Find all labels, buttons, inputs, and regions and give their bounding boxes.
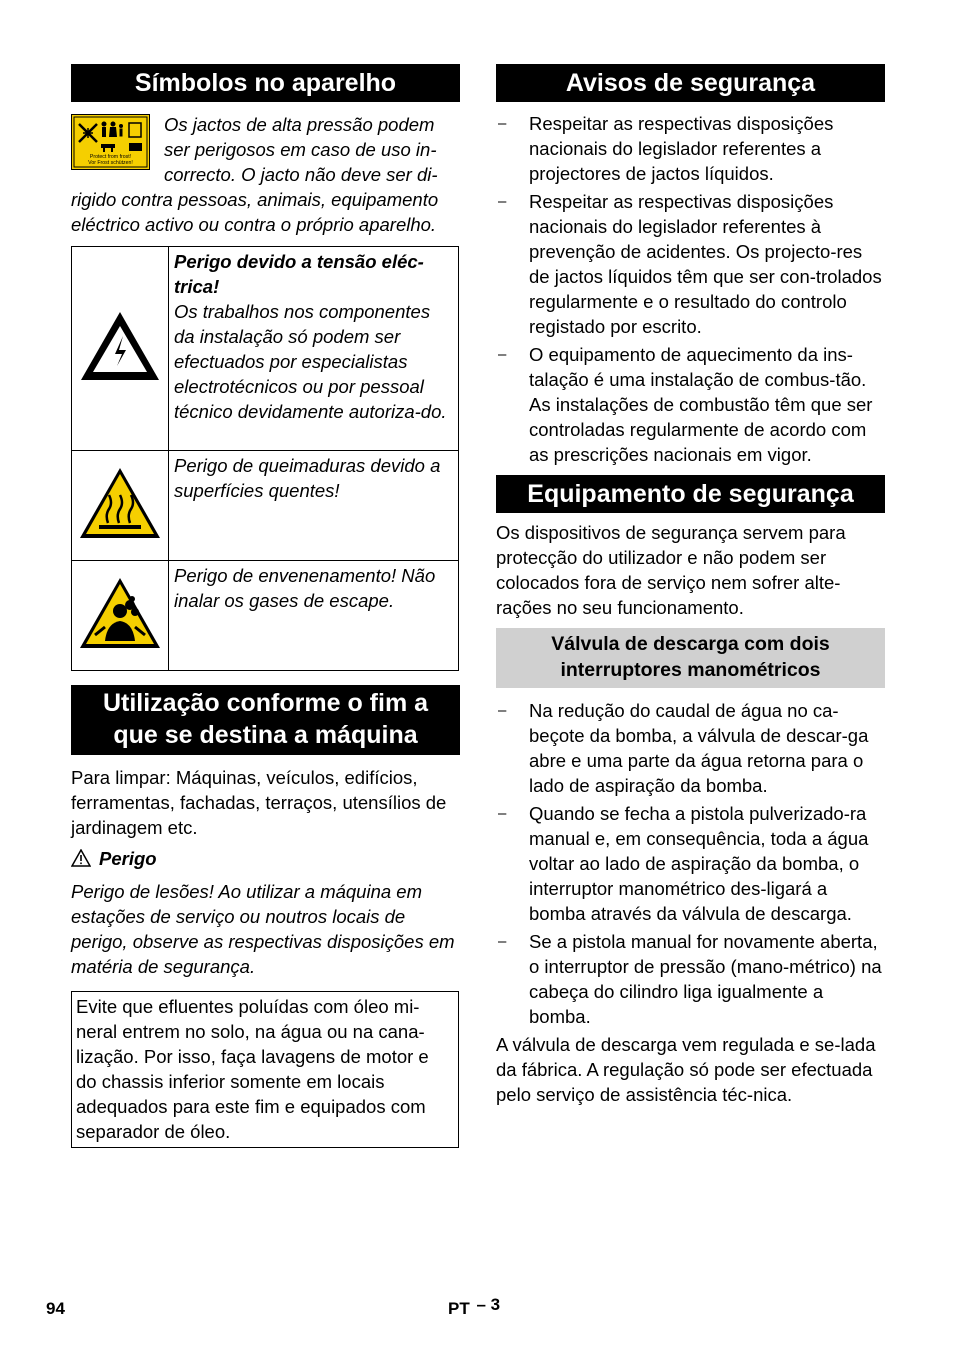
frost-warning-sticker-icon <box>71 114 150 170</box>
right-column <box>496 64 885 1107</box>
warning-row-hot <box>72 451 459 561</box>
sticker-text-2: Vor Frost schützen! <box>88 160 133 166</box>
language-page-label <box>448 1295 501 1319</box>
intended-use-text: Para limpar: Máquinas, veículos, edifícios, ferramentas, fachadas, terraços, utensílios de jardinagem etc. <box>71 767 447 838</box>
page-number: 94 <box>46 1299 65 1318</box>
list-item: – Na redução do caudal de água no ca-beçote da bomba, a válvula de descar-ga abre e uma parte da água retorna para o lado de aspiração da bomba. <box>496 698 885 798</box>
page-subnumber: – 3 <box>476 1295 501 1314</box>
danger-label-text: Perigo <box>99 848 157 869</box>
language-code: PT <box>448 1299 470 1318</box>
list-item: – Respeitar as respectivas disposições nacionais do legislador referentes à prevenção de acidentes. Os projecto-res de jactos líquidos têm que ser con-trolados regularmente e o resultado do controlo registado por escrito. <box>496 189 885 339</box>
warning-text-cell: Perigo de envenenamento! Não inalar os gases de escape. <box>169 561 459 671</box>
warning-row-poison <box>72 561 459 671</box>
safety-list <box>496 111 885 467</box>
warning-icon-cell <box>72 451 169 561</box>
warning-table <box>71 246 459 671</box>
toxic-gas-icon <box>77 575 163 651</box>
relief-valve-list <box>496 698 885 1029</box>
list-item: – Respeitar as respectivas disposições nacionais do legislador referentes a projectores de jactos líquidos. <box>496 111 885 186</box>
electric-warning-body: Os trabalhos nos componentes da instalação só podem ser efectuados por especialistas electrotécnicos ou por pessoal técnico devidamente autoriza-do. <box>174 301 447 422</box>
list-item: – Quando se fecha a pistola pulverizado-ra manual e, em consequência, toda a água voltar ao lado de aspiração da bomba, o interruptor manométrico des-ligará a bomba através da válvula de descarga. <box>496 801 885 926</box>
relief-valve-text: A válvula de descarga vem regulada e se-lada da fábrica. A regulação só pode ser efectuada pelo serviço de assistência téc-nica. <box>496 1034 876 1105</box>
warning-icon-cell <box>72 561 169 671</box>
warning-text-cell: Perigo de queimaduras devido a superfícies quentes! <box>169 451 459 561</box>
list-item: – O equipamento de aquecimento da ins-talação é uma instalação de combus-tão. As instalações de combustão têm que ser controladas regularmente de acordo com as prescrições nacionais em vigor. <box>496 342 885 467</box>
oil-separator-note: Evite que efluentes poluídas com óleo mi-neral entrem no solo, na água ou na cana-lização. Por isso, faça lavagens de motor e do chassis inferior somente em locais adequados para este fim e equipados com separador de óleo. <box>71 991 459 1148</box>
symbols-intro-text: Os jactos de alta pressão podem ser perigosos em caso de uso in-correcto. O jacto não deve ser di-rigido contra pessoas, animais, equipamento eléctrico activo ou contra o próprio aparelho. <box>71 114 439 235</box>
safety-equipment-heading: Equipamento de segurança <box>496 475 885 513</box>
electric-warning-title: Perigo devido a tensão eléc-trica! <box>174 251 424 297</box>
danger-label <box>71 846 460 871</box>
safety-equipment-text: Os dispositivos de segurança servem para protecção do utilizador e não podem ser colocados fora de serviço nem sofrer alte-rações no seu funcionamento. <box>496 522 846 618</box>
intended-use-heading: Utilização conforme o fim a que se destina a máquina <box>71 685 460 755</box>
danger-text: Perigo de lesões! Ao utilizar a máquina em estações de serviço ou noutros locais de perigo, observe as respectivas disposições em matéria de segurança. <box>71 881 455 977</box>
left-column <box>71 64 460 1148</box>
warning-row-electric <box>72 247 459 451</box>
symbols-intro <box>71 112 460 237</box>
relief-valve-heading: Válvula de descarga com dois interruptores manométricos <box>496 628 885 688</box>
warning-text-cell <box>169 247 459 451</box>
hot-surface-icon <box>77 465 163 541</box>
electric-hazard-icon <box>77 308 163 384</box>
list-item: – Se a pistola manual for novamente aberta, o interruptor de pressão (mano-métrico) na cabeça do cilindro liga igualmente a bomba. <box>496 929 885 1029</box>
sticker-text-1: Protect from frost! <box>89 154 132 160</box>
symbols-heading: Símbolos no aparelho <box>71 64 460 102</box>
safety-heading: Avisos de segurança <box>496 64 885 102</box>
warning-triangle-icon <box>71 849 91 867</box>
warning-icon-cell <box>72 247 169 451</box>
